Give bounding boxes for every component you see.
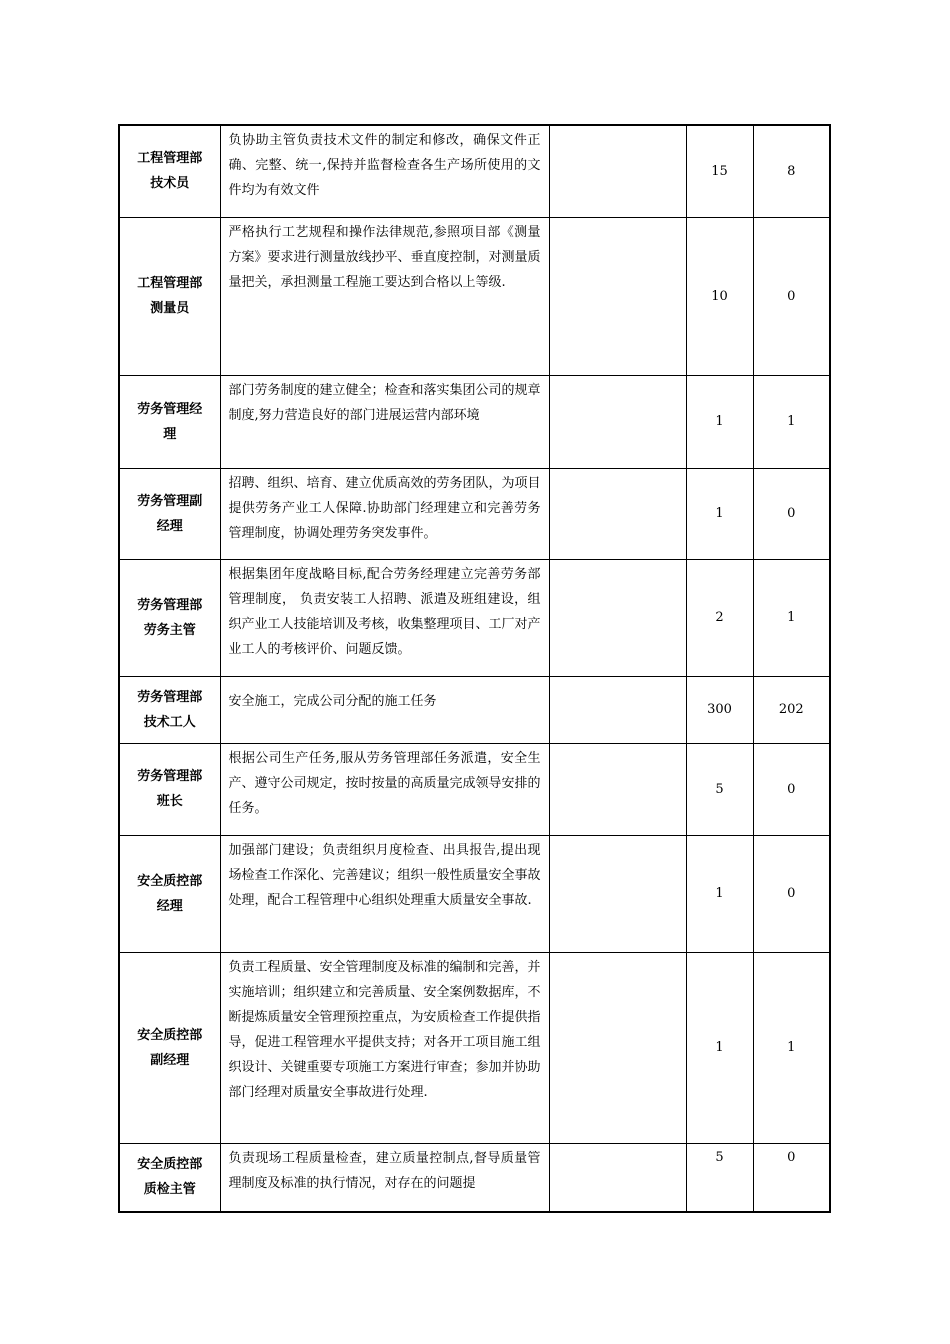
- duty-cell: 负责现场工程质量检查，建立质量控制点,督导质量管理制度及标准的执行情况，对存在的问题提: [220, 1143, 549, 1212]
- current-count-cell: 0: [753, 468, 830, 559]
- table-row: [119, 468, 830, 559]
- role-cell: 劳务管理部 班长: [119, 743, 220, 835]
- current-count-cell: 0: [753, 835, 830, 952]
- table-row: [119, 125, 830, 217]
- role-cell: 安全质控部 质检主管: [119, 1143, 220, 1212]
- remark-cell: [549, 125, 686, 217]
- planned-count-cell: 1: [686, 375, 753, 468]
- role-cell: 劳务管理部 劳务主管: [119, 559, 220, 676]
- remark-cell: [549, 835, 686, 952]
- role-cell: 工程管理部 测量员: [119, 217, 220, 375]
- planned-count-cell: 1: [686, 952, 753, 1143]
- duty-cell: 根据公司生产任务,服从劳务管理部任务派遣，安全生产、遵守公司规定，按时按量的高质量完成领导安排的任务。: [220, 743, 549, 835]
- duty-cell: 严格执行工艺规程和操作法律规范,参照项目部《测量方案》要求进行测量放线抄平、垂直度控制，对测量质量把关，承担测量工程施工要达到合格以上等级.: [220, 217, 549, 375]
- role-cell: 劳务管理经 理: [119, 375, 220, 468]
- planned-count-cell: 5: [686, 743, 753, 835]
- role-cell: 工程管理部 技术员: [119, 125, 220, 217]
- role-cell: 劳务管理副 经理: [119, 468, 220, 559]
- role-cell: 劳务管理部 技术工人: [119, 676, 220, 743]
- remark-cell: [549, 952, 686, 1143]
- current-count-cell: 0: [753, 743, 830, 835]
- planned-count-cell: 300: [686, 676, 753, 743]
- current-count-cell: 1: [753, 559, 830, 676]
- duty-cell: 负责工程质量、安全管理制度及标准的编制和完善，并实施培训；组织建立和完善质量、安全案例数据库，不断提炼质量安全管理预控重点，为安质检查工作提供指导，促进工程管理水平提供支持；对各开工项目施工组织设计、关键重要专项施工方案进行审查；参加并协助部门经理对质量安全事故进行处理.: [220, 952, 549, 1143]
- current-count-cell: 202: [753, 676, 830, 743]
- planned-count-cell: 1: [686, 468, 753, 559]
- remark-cell: [549, 468, 686, 559]
- remark-cell: [549, 743, 686, 835]
- table-row: [119, 952, 830, 1143]
- duty-cell: 安全施工，完成公司分配的施工任务: [220, 676, 549, 743]
- table-row: [119, 559, 830, 676]
- current-count-cell: 8: [753, 125, 830, 217]
- current-count-cell: 1: [753, 375, 830, 468]
- duty-cell: 部门劳务制度的建立健全；检查和落实集团公司的规章制度,努力营造良好的部门进展运营内部环境: [220, 375, 549, 468]
- remark-cell: [549, 676, 686, 743]
- role-cell: 安全质控部 经理: [119, 835, 220, 952]
- remark-cell: [549, 1143, 686, 1212]
- current-count-cell: 1: [753, 952, 830, 1143]
- current-count-cell: 0: [753, 1143, 830, 1212]
- remark-cell: [549, 559, 686, 676]
- remark-cell: [549, 375, 686, 468]
- current-count-cell: 0: [753, 217, 830, 375]
- planned-count-cell: 1: [686, 835, 753, 952]
- planned-count-cell: 15: [686, 125, 753, 217]
- remark-cell: [549, 217, 686, 375]
- table-row: [119, 375, 830, 468]
- table-row: [119, 835, 830, 952]
- planned-count-cell: 5: [686, 1143, 753, 1212]
- planned-count-cell: 2: [686, 559, 753, 676]
- planned-count-cell: 10: [686, 217, 753, 375]
- duty-cell: 负协助主管负责技术文件的制定和修改，确保文件正确、完整、统一,保持并监督检查各生产场所使用的文件均为有效文件: [220, 125, 549, 217]
- role-cell: 安全质控部 副经理: [119, 952, 220, 1143]
- table-row: [119, 676, 830, 743]
- duty-cell: 根据集团年度战略目标,配合劳务经理建立完善劳务部管理制度， 负责安装工人招聘、派遣及班组建设，组织产业工人技能培训及考核，收集整理项目、工厂对产业工人的考核评价、问题反馈。: [220, 559, 549, 676]
- table-row: [119, 217, 830, 375]
- duty-cell: 招聘、组织、培育、建立优质高效的劳务团队，为项目提供劳务产业工人保障.协助部门经理建立和完善劳务管理制度，协调处理劳务突发事件。: [220, 468, 549, 559]
- table-row: [119, 743, 830, 835]
- duty-cell: 加强部门建设；负责组织月度检查、出具报告,提出现场检查工作深化、完善建议；组织一般性质量安全事故处理，配合工程管理中心组织处理重大质量安全事故.: [220, 835, 549, 952]
- table-row: [119, 1143, 830, 1212]
- job-responsibility-table: [118, 124, 831, 1213]
